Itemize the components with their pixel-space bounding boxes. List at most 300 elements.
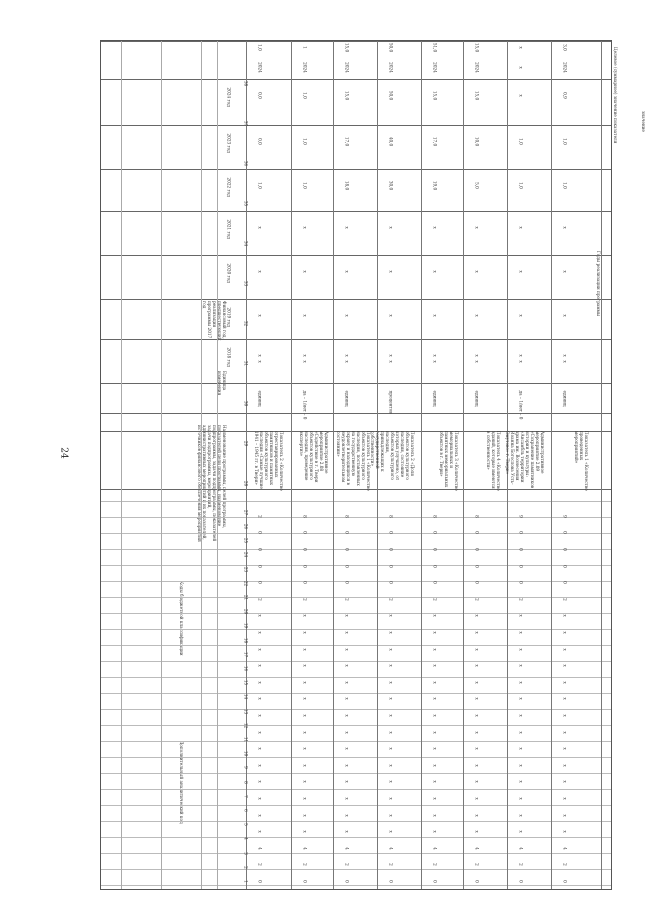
column-number: 17 [243,651,249,657]
row-code: х [388,830,394,833]
row-year-value: 1,0 [518,138,524,145]
row-year-value: 17,0 [432,136,438,147]
row-code: 2 [302,597,308,601]
year-header: 2022 год [226,177,232,197]
row-code: х [257,764,263,767]
code-column-line [101,821,611,822]
row-name: Показатель 3 «Количество мемориальных и памятных мемориальных объектов в г. Твери» [439,431,459,491]
row-code: х [474,747,480,750]
row-year-value: 17,0 [344,136,350,147]
row-base-value: х [518,360,524,363]
row-code: 0 [474,581,480,585]
row-code: х [518,747,524,750]
row-year-value: х [388,314,394,317]
row-line [291,41,292,889]
row-year-value: 40,0 [388,136,394,147]
row-code: 0 [388,531,394,535]
row-code: х [432,647,438,651]
column-number: 10 [243,751,249,757]
column-number: 16 [243,665,249,672]
grid-line [101,169,611,170]
row-code: 2 [257,863,263,867]
row-code: х [562,664,568,667]
row-line [551,41,552,889]
row-code: 2 [474,863,480,867]
row-base-value: х [562,360,568,363]
row-code: х [562,697,568,701]
row-code: х [562,747,568,750]
code-column-line [101,549,611,550]
column-number: 19 [243,623,249,629]
row-code: х [388,681,394,684]
code-column-line [101,869,611,870]
row-code: х [344,747,350,750]
row-code: х [474,830,480,833]
row-code: х [344,730,350,734]
row-year-value: х [518,270,524,273]
row-code: х [518,830,524,833]
column-number: 38 [243,80,249,87]
row-code: 4 [518,846,524,850]
row-code: 2 [432,597,438,601]
row-year-value: х [302,314,308,317]
row-final-year: 2024 [474,62,480,73]
unit-header: Единица измерения [217,371,227,396]
row-code: 2 [432,863,438,867]
row-code: х [257,681,263,684]
column-number: 6 [243,809,249,812]
column-number: 13 [243,708,249,714]
column-number: 37 [243,120,249,127]
row-code: х [388,813,394,817]
row-final-year: 2024 [257,62,263,73]
header-line [121,41,122,889]
row-code: х [518,764,524,767]
row-code: 2 [562,597,568,601]
code-column-line [101,597,611,598]
row-code: х [518,780,524,784]
row-year-value: х [432,354,438,357]
row-code: 9 [518,514,524,518]
row-year-value: х [257,314,263,317]
row-code: х [302,664,308,667]
row-code: 0 [388,548,394,551]
page-number: 24 [58,447,69,459]
row-code: х [388,780,394,784]
row-code: 2 [344,597,350,601]
row-code: х [388,747,394,750]
row-base-value: х [257,360,263,363]
row-code: х [562,714,568,717]
row-year-value: 1,0 [562,138,568,145]
row-name: Административное мероприятие 2.08 «Содействие в г. Твери объектов культурного наследия, проведение экспертиз» [299,431,329,483]
row-code: х [518,797,524,800]
row-code: х [257,714,263,717]
additional-code-header: Дополнительный аналитический код [179,741,184,824]
row-code: 0 [257,548,263,551]
row-code: х [344,664,350,667]
row-code: х [562,614,568,618]
header-line [217,41,218,889]
code-column-line [101,741,611,742]
row-year-value: х [518,226,524,229]
row-code: х [302,830,308,833]
row-base-value: х [388,360,394,363]
row-code: х [432,664,438,667]
row-code: 0 [562,531,568,535]
row-code: 0 [518,548,524,551]
row-code: 0 [302,564,308,568]
row-code: х [302,647,308,651]
header-line [201,41,202,889]
grid-line [101,413,611,414]
row-code: х [474,664,480,667]
year-header: 2020 год [226,263,232,283]
row-code: 0 [257,880,263,883]
row-year-value: 0,0 [257,138,263,145]
row-code: х [432,764,438,767]
row-code: 0 [302,581,308,585]
row-year-value: х [388,270,394,273]
row-code: 2 [518,863,524,867]
row-code: х [257,631,263,634]
row-code: х [344,631,350,634]
row-code: 8 [344,514,350,518]
row-code: х [388,797,394,800]
row-year-value: х [388,226,394,229]
row-code: х [257,647,263,651]
code-column-line [101,837,611,838]
row-year-value: 15,0 [432,90,438,101]
row-name: Показатель 4 «Количество зданий, которые имеются в собственности» [486,431,501,491]
row-code: х [302,614,308,618]
row-code: 2 [518,597,524,601]
code-column-line [101,677,611,678]
row-year-value: х [432,314,438,317]
year-header: 2021 год [226,219,232,239]
row-name: Показатель 1 «Количество объектов культурного наследия, поставленных на государственную охрану и находящихся в неудовлетворительном состоянии» [336,431,371,491]
row-code: 9 [562,514,568,518]
year-header: 2019 год [226,307,232,327]
row-code: х [562,830,568,833]
row-code: 2 [562,863,568,867]
row-code: х [562,681,568,684]
row-year-value: 1,0 [518,182,524,189]
row-line [421,41,422,889]
row-line [601,41,602,889]
column-number: 11 [243,736,249,743]
row-code: х [388,614,394,618]
grid-line [101,383,611,384]
row-code: 0 [302,531,308,535]
code-column-line [101,501,611,502]
row-unit: единиц [257,390,263,407]
row-code: х [257,730,263,734]
row-code: 8 [302,514,308,518]
grid-line [101,125,611,126]
row-final-year: 2024 [562,62,568,73]
row-code: 0 [562,548,568,551]
column-number: 24 [243,552,249,558]
row-year-value: х [344,314,350,317]
row-code: 2 [344,863,350,867]
row-code: х [562,764,568,767]
row-code: х [344,830,350,833]
row-code: х [474,813,480,817]
row-unit: да – 1/нет – 0 [518,390,524,420]
row-year-value: 1,0 [302,138,308,145]
code-column-line [101,725,611,726]
code-column-line [101,709,611,710]
row-code: х [388,697,394,701]
row-code: 0 [562,880,568,883]
row-code: х [344,714,350,717]
row-code: 2 [302,863,308,867]
row-code: 0 [257,581,263,585]
row-code: х [518,697,524,701]
column-number: 2 [243,865,249,869]
row-code: х [302,747,308,750]
row-code: х [302,714,308,717]
row-code: х [257,664,263,667]
final-value-header: Целевое (суммарное) значение показателя [613,47,618,144]
column-number: 14 [243,694,249,700]
row-code: 4 [432,846,438,850]
row-code: 0 [562,581,568,585]
row-code: 0 [562,564,568,568]
row-code: х [474,647,480,651]
column-number: 29 [243,440,249,447]
row-code: 0 [302,548,308,551]
row-year-value: х [474,270,480,273]
row-code: 8 [474,514,480,518]
code-column-line [101,661,611,662]
row-code: х [432,730,438,734]
code-column-line [101,885,611,886]
row-year-value: 15,0 [474,90,480,101]
column-number: 31 [243,360,249,367]
row-code: х [302,730,308,734]
row-code: 0 [388,564,394,568]
row-code: х [344,614,350,618]
row-base-value: х [474,360,480,363]
column-number: 8 [243,780,249,784]
row-final-value: 1,0 [257,44,263,51]
column-number: 5 [243,823,249,827]
row-year-value: х [302,270,308,273]
row-code: х [432,780,438,784]
row-code: х [257,797,263,800]
row-code: х [474,631,480,634]
row-code: х [562,730,568,734]
row-code: х [302,797,308,800]
row-code: х [474,780,480,784]
row-code: х [432,797,438,800]
row-code: 0 [344,531,350,535]
column-number: 1 [243,880,249,883]
row-code: 2 [388,597,394,601]
row-code: 0 [302,880,308,883]
row-code: 4 [257,846,263,850]
row-code: х [518,813,524,817]
row-year-value: 19,0 [432,180,438,191]
row-code: х [432,714,438,717]
column-number: 33 [243,280,249,287]
row-code: х [474,614,480,618]
row-code: х [432,697,438,701]
row-final-year: 2024 [302,62,308,73]
row-year-value: х [302,354,308,357]
value-label: значение [641,111,646,132]
row-year-value: х [474,354,480,357]
row-name: Показатель 2 «Количество отреставрированных памятников и памятных объектов культурного наследия «Самые лучшие 1941 – 1945 гг. в Твери» [254,431,284,491]
row-base-value: х [302,360,308,363]
row-year-value: 50,0 [388,90,394,101]
row-line [463,41,464,889]
column-number: 27 [243,509,249,515]
row-code: 8 [388,514,394,518]
row-unit: единиц [474,390,480,407]
row-year-value: х [562,354,568,357]
row-code: х [344,813,350,817]
row-code: 0 [518,880,524,883]
row-code: х [388,631,394,634]
row-code: х [432,681,438,684]
row-code: х [432,813,438,817]
row-year-value: х [432,270,438,273]
row-year-value: х [257,226,263,229]
column-number: 21 [243,594,249,601]
row-final-value: 3,0 [562,44,568,51]
row-code: х [474,681,480,684]
row-year-value: 18,0 [344,180,350,191]
row-code: 4 [562,846,568,850]
row-year-value: х [562,226,568,229]
years-group-header: Годы реализации программы [596,251,601,317]
row-year-value: х [302,226,308,229]
row-code: х [302,780,308,784]
row-code: 2 [257,597,263,601]
column-number: 36 [243,160,249,167]
row-code: х [344,797,350,800]
row-final-year: 2024 [344,62,350,73]
row-code: х [518,681,524,684]
row-code: х [518,664,524,667]
grid-line [101,299,611,300]
row-year-value: х [474,226,480,229]
grid-line [101,211,611,212]
row-code: 8 [432,514,438,518]
row-code: х [562,647,568,651]
row-unit: единиц [562,390,568,407]
row-year-value: 1,0 [302,182,308,189]
row-code: х [302,813,308,817]
row-final-year: х [518,66,524,69]
row-year-value: х [344,354,350,357]
code-column-line [101,517,611,518]
column-number: 32 [243,320,249,327]
code-column-line [101,773,611,774]
row-unit: процентов [388,390,394,414]
row-code: х [302,681,308,684]
row-code: х [432,830,438,833]
code-column-line [101,613,611,614]
row-code: 0 [257,564,263,568]
row-code: х [388,730,394,734]
row-line [333,41,334,889]
row-code: 0 [432,531,438,535]
program-text-header: Наименование программы, целей программы, показателей цели программы, наименование подпрограммы, задачи подпрограммы, показателей задачи подпрограммы, мероприятий, административных мероприятий и их показателей, источников финансового обеспечения мероприятий [197,425,227,542]
grid-line [101,79,611,80]
grid-line [101,255,611,256]
header-line [161,41,162,889]
column-number: 34 [243,240,249,247]
row-final-value: 50,0 [388,42,394,53]
row-year-value: х [562,314,568,317]
row-code: 0 [518,581,524,585]
row-year-value: 5,0 [474,182,480,189]
row-year-value: х [474,314,480,317]
row-code: х [474,730,480,734]
code-column-line [101,805,611,806]
row-year-value: 15,0 [344,90,350,101]
row-code: х [432,614,438,618]
code-column-line [101,533,611,534]
row-code: 4 [344,846,350,850]
code-column-line [101,581,611,582]
row-code: х [474,697,480,701]
row-year-value: х [518,94,524,97]
row-code: 2 [474,597,480,601]
row-code: х [388,714,394,717]
row-name: Показатель 1 «Количество проведенных мероприятий» [574,431,589,491]
year-header: 2023 год [226,133,232,153]
row-code: х [518,730,524,734]
row-final-value: 1 [302,46,308,49]
row-code: 0 [257,531,263,535]
row-code: 2 [388,863,394,867]
column-number: 23 [243,566,249,572]
column-number: 26 [243,523,249,530]
rotated-table-sheet [100,40,646,890]
budget-classification-header: Коды бюджетной классификации [179,581,184,656]
row-unit: единиц [432,390,438,407]
row-code: 0 [474,548,480,551]
code-column-line [101,789,611,790]
code-column-line [101,853,611,854]
code-column-line [101,565,611,566]
row-year-value: х [344,270,350,273]
code-column-line [101,757,611,758]
column-number: 7 [243,794,249,798]
column-number: 25 [243,538,249,544]
column-number: 3 [243,851,249,855]
row-code: х [474,764,480,767]
row-code: 0 [388,880,394,883]
row-code: х [344,764,350,767]
row-code: 0 [474,880,480,883]
row-year-value: 1,0 [257,182,263,189]
row-year-value: 1,0 [302,92,308,99]
row-year-value: х [388,354,394,357]
row-code: х [257,830,263,833]
row-code: 4 [302,846,308,850]
column-number: 22 [243,580,249,586]
row-code: х [432,631,438,634]
column-number: 9 [243,766,249,770]
row-code: х [344,647,350,651]
row-final-value: х [518,46,524,49]
